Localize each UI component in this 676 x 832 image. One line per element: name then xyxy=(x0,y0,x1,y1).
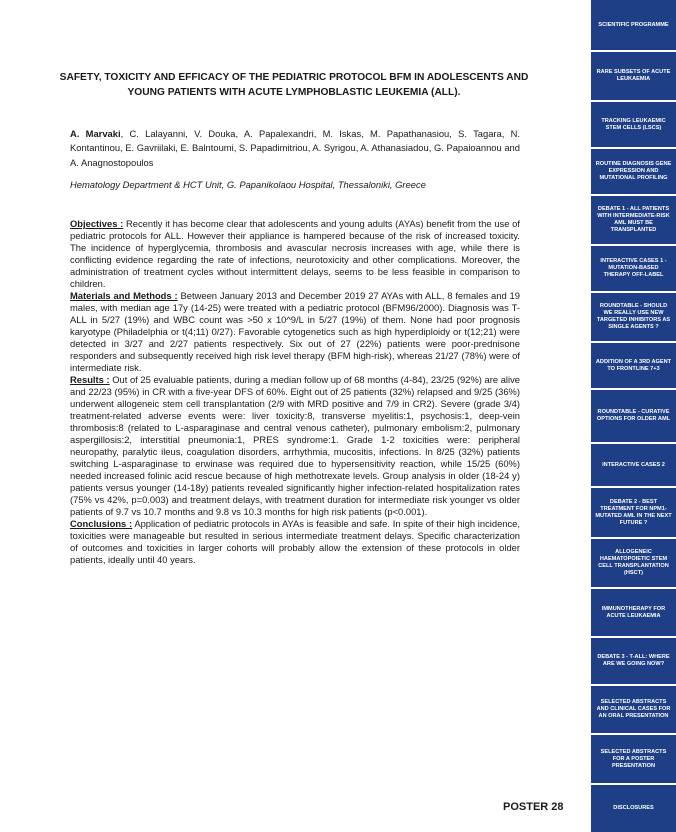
objectives-text: Recently it has become clear that adolescents and young adults (AYAs) benefit from the use of pediatric protocols for ALL. However their appliance is hampered because of the risk of increased toxicity. The incidence of hyperglycemia, thrombosis and avascular necrosis increases with age, while there is conflicting evidence regarding the rate of infections, neurotoxicity and other complications. Moreover, the administration of treatment cycles without intermittent delays, seems to be less feasible in comparison to children. xyxy=(70,218,520,289)
nav-item-disclosures[interactable]: DISCLOSURES xyxy=(591,785,676,832)
methods-heading: Materials and Methods : xyxy=(70,290,178,301)
nav-item-tracking-lscs[interactable]: TRACKING LEUKAEMIC STEM CELLS (LSCS) xyxy=(591,102,676,147)
poster-number: POSTER 28 xyxy=(503,801,564,813)
nav-item-roundtable-older-aml[interactable]: ROUNDTABLE - CURATIVE OPTIONS FOR OLDER AML xyxy=(591,390,676,442)
nav-item-immunotherapy[interactable]: IMMUNOTHERAPY FOR ACUTE LEUKAEMIA xyxy=(591,589,676,636)
methods-section xyxy=(70,290,520,374)
affiliation: Hematology Department & HCT Unit, G. Papanikolaou Hospital, Thessaloniki, Greece xyxy=(70,179,426,190)
objectives-section xyxy=(70,218,520,290)
nav-item-oral-abstracts[interactable]: SELECTED ABSTRACTS AND CLINICAL CASES FOR AN ORAL PRESENTATION xyxy=(591,686,676,733)
first-author: A. Marvaki xyxy=(70,128,121,139)
co-authors: , C. Lalayanni, V. Douka, A. Papalexandri, M. Iskas, M. Papathanasiou, S. Tagara, N. Kontantinou, E. Gavriilaki, E. Balntoumi, S. Papadimitriou, A. Syrigou, A. Athanasiadou, G. Papaioannou and A. Anagnostopoulos xyxy=(70,128,520,168)
conclusions-text: Application of pediatric protocols in AYAs is feasible and safe. In spite of their high incidence, toxicities were manageable but resulted in serious intermediate treatment delays. Specific characterization of outcomes and toxicities in larger cohorts will probably allow the extension of these protocols in older patients, ideally until 40 years. xyxy=(70,518,520,565)
objectives-heading: Objectives : xyxy=(70,218,124,229)
nav-item-poster-abstracts[interactable]: SELECTED ABSTRACTS FOR A POSTER PRESENTATION xyxy=(591,735,676,783)
abstract-title: SAFETY, TOXICITY AND EFFICACY OF THE PEDIATRIC PROTOCOL BFM IN ADOLESCENTS AND YOUNG PATIENTS WITH ACUTE LYMPHOBLASTIC LEUKEMIA (ALL). xyxy=(59,72,529,98)
nav-item-rare-subsets[interactable]: RARE SUBSETS OF ACUTE LEUKAEMIA xyxy=(591,52,676,100)
nav-item-allogeneic-hsct[interactable]: ALLOGENEIC HAEMATOPOIETIC STEM CELL TRANSPLANTATION (HSCT) xyxy=(591,539,676,587)
nav-item-roundtable-targeted-inhibitors[interactable]: ROUNDTABLE - SHOULD WE REALLY USE NEW TARGETED INHIBITORS AS SINGLE AGENTS ? xyxy=(591,293,676,341)
results-text: Out of 25 evaluable patients, during a median follow up of 68 months (4-84), 23/25 (92%) are alive and 22/23 (95%) in CR with a five-year DFS of 60%. Eight out of 25 patients (32%) relapsed and 9/25 (36%) underwent allogeneic stem cell transplantation (2/9 with MRD positive and 7/9 in CR2). Severe (grade 3/4) treatment-related adverse events were: liver toxicity:8, transverse myelitis:1, psychosis:1, deep-vein thrombosis:8 (related to L-asparaginase and central venous catheter), pulmonary embolism:2, pulmonary aspergillosis:2, interstitial pneumonia:1, PRES syndrome:1. Grade 1-2 toxicities were: peripheral neuropathy, paralytic ileus, coagulation disorders, arrhythmia, mucositis, infections. In 8/25 (32%) patients switching L-asparaginase to erwinase was required due to hypersensitivity reaction, while 15/25 (60%) needed increased folinic acid rescue because of high methotrexate levels. Group analysis in older (18-24 y) patients versus younger (14-18y) patients revealed significantly higher infection-related hospitalization rates (75% vs 42%, p=0.003) and treatment delays, with treatment duration for intermediate risk younger vs older patients of 9.7 vs 10.7 months and 9.8 vs 10.3 months for high risk patients (p<0.001). xyxy=(70,374,520,517)
nav-item-debate-1[interactable]: DEBATE 1 - ALL PATIENTS WITH INTERMEDIATE-RISK AML MUST BE TRANSPLANTED xyxy=(591,196,676,244)
nav-item-third-agent[interactable]: ADDITION OF A 3RD AGENT TO FRONTLINE 7+3 xyxy=(591,343,676,388)
nav-item-interactive-cases-2[interactable]: INTERACTIVE CASES 2 xyxy=(591,444,676,486)
nav-item-scientific-programme[interactable]: SCIENTIFIC PROGRAMME xyxy=(591,0,676,50)
results-section xyxy=(70,374,520,518)
nav-item-debate-3[interactable]: DEBATE 3 - T-ALL: WHERE ARE WE GOING NOW? xyxy=(591,638,676,684)
conclusions-section xyxy=(70,518,520,566)
abstract-body xyxy=(70,218,520,566)
nav-item-interactive-cases-1[interactable]: INTERACTIVE CASES 1 - MUTATION-BASED THERAPY OFF-LABEL xyxy=(591,246,676,291)
methods-text: Between January 2013 and December 2019 27 AYAs with ALL, 8 females and 19 males, with median age 17y (14-25) were treated with a pediatric protocol (BFM96/2000). Diagnosis was T-ALL in 5/27 (19%) and WBC count was >50 x 10^9/L in 5/27 (19%) of them. None had poor prognosis karyotype (Philadelphia or t(4;11) 0/27). Favorable cytogenetics such as high hyperdiploidy or t(12;21) were detected in 3/27 and 2/27 patients respectively. Six out of 27 (22%) patients were poor-prednisone responders and subsequently received high risk level therapy (BFM high-risk), whereas 21/27 (78%) were of intermediate risk. xyxy=(70,290,520,373)
nav-item-routine-diagnosis[interactable]: ROUTINE DIAGNOSIS GENE EXPRESSION AND MUTATIONAL PROFILING xyxy=(591,149,676,194)
nav-item-debate-2[interactable]: DEBATE 2 - BEST TREATMENT FOR NPM1-MUTATED AML IN THE NEXT FUTURE ? xyxy=(591,488,676,537)
author-list xyxy=(70,127,520,170)
results-heading: Results : xyxy=(70,374,110,385)
conclusions-heading: Conclusions : xyxy=(70,518,133,529)
sidebar-nav xyxy=(591,0,676,832)
